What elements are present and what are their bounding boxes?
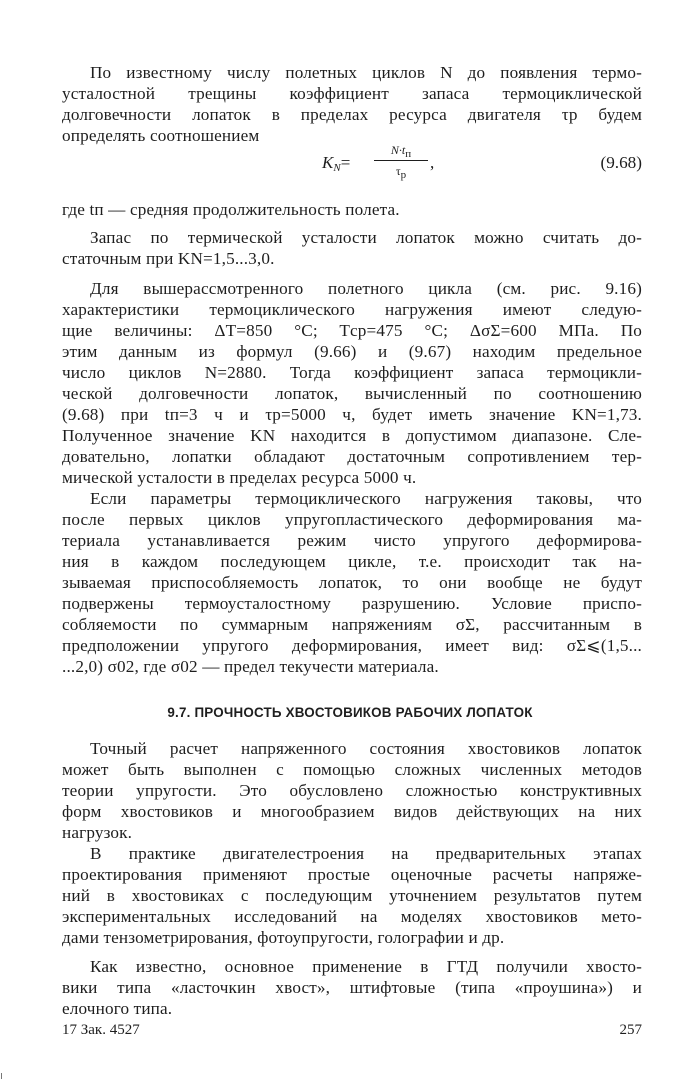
printer-signature: 17 Зак. 4527	[62, 1022, 140, 1038]
denominator-text: τ	[395, 164, 401, 178]
text-line: статочным при KN=1,5...3,0.	[62, 249, 275, 268]
text-line: щие величины: ΔT=850 °C; Tср=475 °C; ΔσΣ=600 МПа. По	[62, 321, 642, 340]
text-line: ...2,0) σ02, где σ02 — предел текучести материала.	[62, 657, 439, 676]
text-line: определять соотношением	[62, 126, 260, 145]
text-line: По известному числу полетных циклов N до появления термо-	[90, 63, 642, 82]
text-line: териала устанавливается режим чисто упругого деформирова-	[62, 531, 642, 550]
text-line: дами тензометрирования, фотоупругости, голографии и др.	[62, 928, 505, 947]
scan-mark	[1, 1073, 2, 1079]
text-line: предположении упругого деформирования, имеет вид: σΣ⩽(1,5...	[62, 636, 642, 655]
text-line: довательно, лопатки обладают достаточным сопротивлением тер-	[62, 447, 642, 466]
equation-number: (9.68)	[600, 153, 642, 172]
fraction-bar	[374, 160, 428, 161]
text-line: Полученное значение KN находится в допустимом диапазоне. Сле-	[62, 426, 642, 445]
text-line: подвержены термоусталостному разрушению. Условие приспо-	[62, 594, 642, 613]
symbol-k: K	[322, 153, 334, 172]
text-line: этим данным из формул (9.66) и (9.67) находим предельное	[62, 342, 642, 361]
text-line: где tп — средняя продолжительность полета.	[62, 200, 400, 219]
numerator-text: N·t	[390, 143, 406, 157]
text-line: долговечности лопаток в пределах ресурса двигателя τр будем	[62, 105, 642, 124]
text-line: теории упругости. Это обусловлено сложностью конструктивных	[62, 781, 642, 800]
text-line: экспериментальных исследований на моделях хвостовиков мето-	[62, 907, 642, 926]
text-line: (9.68) при tп=3 ч и τр=5000 ч, будет иметь значение KN=1,73.	[62, 405, 642, 424]
page-number: 257	[619, 1022, 642, 1038]
text-line: Как известно, основное применение в ГТД получили хвосто-	[90, 957, 642, 976]
text-line: проектирования применяют простые оценочные расчеты напряже-	[62, 865, 642, 884]
text-line: ческой долговечности лопаток, вычисленный по соотношению	[62, 384, 642, 403]
text-line: может быть выполнен с помощью сложных численных методов	[62, 760, 642, 779]
text-line: В практике двигателестроения на предварительных этапах	[90, 844, 642, 863]
text-line: Для вышерассмотренного полетного цикла (см. рис. 9.16)	[90, 279, 642, 298]
denominator-subscript: р	[400, 169, 407, 181]
text-line: характеристики термоциклического нагружения имеют следую-	[62, 300, 642, 319]
text-line: собляемости по суммарным напряжениям σΣ, рассчитанным в	[62, 615, 642, 634]
text-line: вики типа «ласточкин хвост», штифтовые (типа «проушина») и	[62, 978, 642, 997]
text-line: елочного типа.	[62, 999, 173, 1018]
text-line: нагрузок.	[62, 823, 133, 842]
text-line: Запас по термической усталости лопаток можно считать до-	[90, 228, 642, 247]
text-line: Если параметры термоциклического нагружения таковы, что	[90, 489, 642, 508]
equals-sign: =	[340, 153, 351, 172]
text-line: после первых циклов упругопластического деформирования ма-	[62, 510, 642, 529]
text-line: зываемая приспособляемость лопаток, то они вообще не будут	[62, 573, 642, 592]
text-line: число циклов N=2880. Тогда коэффициент запаса термоцикли-	[62, 363, 642, 382]
text-line: Точный расчет напряженного состояния хвостовиков лопаток	[90, 739, 642, 758]
text-line: мической усталости в пределах ресурса 5000 ч.	[62, 468, 417, 487]
numerator	[372, 143, 430, 158]
formula-comma: ,	[430, 153, 435, 172]
text-line: форм хвостовиков и многообразием видов действующих на них	[62, 802, 642, 821]
denominator	[372, 164, 430, 179]
equation-lhs	[322, 153, 350, 173]
subscript-n: N	[333, 162, 341, 174]
text-line: ний в хвостовиках с последующим уточнением результатов путем	[62, 886, 642, 905]
numerator-subscript: п	[405, 148, 412, 160]
section-heading: 9.7. ПРОЧНОСТЬ ХВОСТОВИКОВ РАБОЧИХ ЛОПАТОК	[167, 705, 533, 720]
text-line: усталостной трещины коэффициент запаса термоциклической	[62, 84, 642, 103]
fraction	[372, 143, 430, 179]
text-line: ния в каждом последующем цикле, т.е. происходит так на-	[62, 552, 642, 571]
